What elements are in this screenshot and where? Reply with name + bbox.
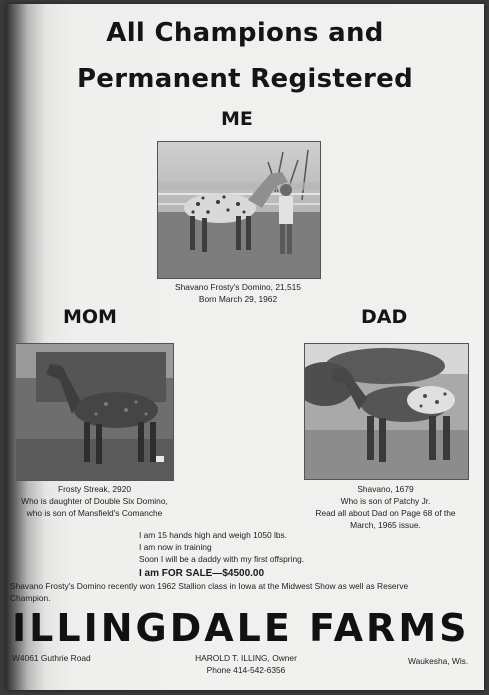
me-caption [157,281,319,305]
headline-line-1: All Champions and [106,18,384,48]
advertisement-page [6,4,484,690]
mom-label: MOM [63,306,117,328]
farm-address: W4061 Guthrie Road [12,653,91,663]
dad-label: DAD [361,306,408,328]
mom-caption-sire: Who is daughter of Double Six Domino, [21,496,168,506]
award-line-1: Shavano Frosty's Domino recently won 1962 Stallion class in Iowa at the Midwest Show as well as Reserve [10,581,409,591]
dad-horse-photo [304,343,469,480]
dad-caption-read-more: Read all about Dad on Page 68 of the [315,508,456,518]
headline-line-2: Permanent Registered [76,64,414,94]
mom-caption-grandsire: who is son of Mansfield's Comanche [26,508,163,518]
dad-caption-sire: Who is son of Patchy Jr. [340,496,431,506]
details-training: I am now in training [139,542,212,552]
farm-owner: HAROLD T. ILLING, Owner [195,653,297,663]
details-size: I am 15 hands high and weigh 1050 lbs. [139,530,288,540]
mom-caption-name: Frosty Streak, 2920 [57,484,132,494]
me-caption-born: Born March 29, 1962 [198,294,278,304]
me-horse-photo [157,141,321,279]
dad-caption [294,483,477,531]
me-caption-name: Shavano Frosty's Domino, 21,515 [175,282,301,292]
farm-phone: Phone 414-542-6356 [206,665,286,675]
for-sale-price: I am FOR SALE—$4500.00 [139,568,265,579]
dad-caption-issue: March, 1965 issue. [350,520,421,530]
farm-owner-block [181,652,311,676]
me-label: ME [221,108,253,130]
mom-caption [16,483,173,519]
farm-location: Waukesha, Wis. [408,656,469,666]
award-line-2: Champion. [10,593,51,603]
dad-caption-name: Shavano, 1679 [357,484,414,494]
mom-horse-photo [16,343,174,481]
horse-details [139,529,304,579]
farm-name: ILLINGDALE FARMS [12,606,470,650]
award-text [10,580,408,604]
details-offspring: Soon I will be a daddy with my first offspring. [139,554,305,564]
